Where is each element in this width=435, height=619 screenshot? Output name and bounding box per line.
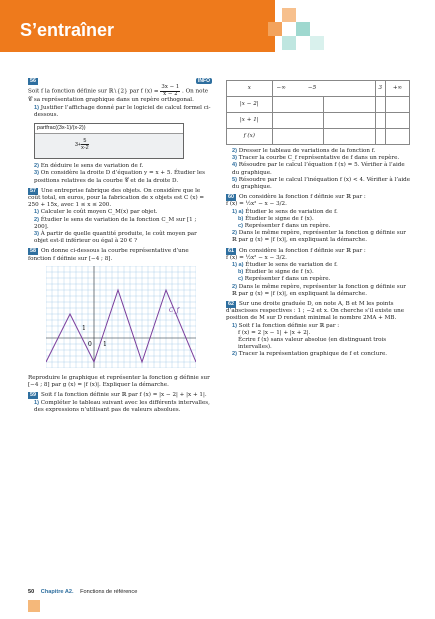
question-2: 2) Dresser le tableau de variations de la fonction f. [232, 148, 376, 154]
question-2: 2) Dans le même repère, représenter la fonction g définie sur ℝ par g (x) = |f (x)|, en expliquant la démarche. [232, 230, 406, 244]
fraction: $\frac{3x - 1}{x - 2}$ [161, 84, 180, 97]
left-column [28, 78, 212, 417]
table-header-row: x −∞ −5 3 +∞ [227, 81, 410, 97]
exercise-number: 62 [228, 301, 234, 308]
question-1b: b) Étudier le signe de f (x). [238, 215, 314, 222]
y-tick-label: 1 [82, 324, 86, 332]
exercise-number: 59 [30, 392, 36, 399]
question-1c: c) Représenter f dans un repère. [238, 276, 331, 283]
question-1: 1) Soit f la fonction définie sur ℝ par : [232, 322, 340, 329]
formula: f (x) = ½x² − x − 3/2. [226, 201, 287, 208]
question-1: 1) Calculer le coût moyen C_M(x) par objet. [34, 209, 158, 216]
question-2: 2) Dans le même repère, représenter la fonction g définie sur ℝ par g (x) = |f (x)|, en expliquant la démarche. [232, 283, 406, 297]
table-row: f (x) [227, 129, 410, 145]
exercise-62: 62 Sur une droite graduée D, on note A, B et M les points d’abscisses respectives : 1 ; −2 et x. On cherche s’il existe une position de M sur D rendant minimal le nombre 2MA + MB. 1) Soit f la fonction définie sur ℝ par : f (x) = 2 |x − 1| + |x + 2|. Écrire f (x) sans valeur absolue (en distinguant trois intervalles). 2) Tracer la représentation graphique de f et conclure. [226, 301, 412, 359]
question-3: 3) Tracer la courbe C_f représentative de f dans un repère. [232, 155, 400, 162]
exercise-61: 61 On considère la fonction f définie sur ℝ par : f (x) = ½x² − x − 3/2. 1) a) Étudier le sens de variation de f. b) Étudier le signe de f (x). c) Représenter f dans un repère. 2) Dans le même repère, représenter la fonction g définie sur ℝ par g (x) = |f (x)|, en expliquant la démarche. [226, 248, 412, 298]
exercise-60: 60 On considère la fonction f définie sur ℝ par : f (x) = ½x² − x − 3/2. 1) a) Étudier le sens de variation de f. b) Étudier le signe de f (x). c) Représenter f dans un repère. 2) Dans le même repère, représenter la fonction g définie sur ℝ par g (x) = |f (x)|, en expliquant la démarche. [226, 194, 412, 244]
question-2: 2) Tracer la représentation graphique de f et conclure. [232, 351, 388, 358]
decorative-squares [268, 0, 435, 58]
page-number: 50 [28, 589, 35, 595]
question-2: 2) En déduire le sens de variation de f. [34, 163, 144, 170]
question-5: 5) Résoudre par le calcul l’inéquation f (x) < 4. Vérifier à l’aide du graphique. [232, 176, 411, 191]
cas-software-box [34, 123, 184, 159]
cas-output: 3+ $\frac{5}{x-2}$ [35, 134, 183, 158]
x-tick-label: 1 [103, 340, 107, 348]
exercise-number: 61 [228, 247, 234, 254]
table-row: |x + 1| [227, 113, 410, 129]
sign-table [226, 80, 410, 145]
right-column [226, 80, 412, 362]
info-badge: INFO [198, 78, 210, 84]
question-1: 1) Compléter le tableau suivant avec les différents intervalles, des expressions n’utilisant pas de valeurs absolues. [34, 399, 210, 413]
cas-input: partfrac((3x-1)/(x-2)) [35, 124, 183, 134]
exercise-outro: Reproduire le graphique et représenter la fonction g définie sur [−4 ; 8] par g (x) = |f (x)|. Expliquer la démarche. [28, 375, 210, 389]
formula: f (x) = ½x² − x − 3/2. [226, 254, 287, 261]
question-1-detail: Écrire f (x) sans valeur absolue (en distinguant trois intervalles). [238, 337, 387, 351]
exercise-number: 60 [228, 194, 234, 201]
question-3: 3) À partir de quelle quantité produite, le coût moyen par objet est-il inférieur ou égal à 20 € ? [34, 231, 197, 245]
exercise-57: 57 Une entreprise fabrique des objets. On considère que le coût total, en euros, pour la fabrication de x objets est C (x) = 250 + 15x, avec 1 ≤ x ≤ 200. 1) Calculer le coût moyen C_M(x) par objet. 2) Étudier le sens de variation de la fonction C_M sur [1 ; 200]. 3) À partir de quelle quantité produite, le coût moyen par objet est-il inférieur ou égal à 20 € ? [28, 188, 212, 246]
chapter-title: Fonctions de référence [80, 589, 138, 595]
page-footer [28, 588, 137, 596]
table-row: |x − 2| [227, 97, 410, 113]
question-4: 4) Résoudre par le calcul l’équation f (x) = 5. Vérifier à l’aide du graphique. [232, 162, 405, 176]
question-1b: b) Étudier le signe de f (x). [238, 269, 314, 276]
exercise-number: 57 [30, 187, 36, 194]
exercise-number: 58 [30, 248, 36, 255]
question-1: 1) Justifier l’affichage donné par le logiciel de calcul formel ci-dessous. [34, 104, 211, 118]
header-banner [0, 0, 275, 52]
formula: f (x) = 2 |x − 1| + |x + 2|. [238, 329, 311, 336]
page-title: S’entraîner [20, 20, 115, 40]
question-1a: 1) a) Étudier le sens de variation de f. [232, 208, 338, 215]
footer-decor [28, 600, 40, 612]
question-1a: 1) a) Étudier le sens de variation de f. [232, 262, 338, 269]
exercise-59: 59 Soit f la fonction définie sur ℝ par f (x) = |x − 2| + |x + 1|. 1) Compléter le tableau suivant avec les différents intervalles, des expressions n’utilisant pas de valeurs absolues. [28, 392, 212, 414]
chapter-label: Chapitre A2. [40, 589, 74, 595]
curve-label: C_f [169, 306, 179, 314]
exercise-56 [28, 78, 212, 185]
origin-label: 0 [88, 340, 92, 348]
question-1c: c) Représenter f dans un repère. [238, 223, 331, 230]
function-graph [46, 266, 196, 368]
exercise-intro: Soit f la fonction définie sur ℝ∖{2} par f (x) = $\frac{3x - 1}{x - 2}$ . On note 𝒞 sa représentation graphique dans un repère orthogonal. [28, 84, 209, 104]
question-3: 3) On considère la droite D d’équation y = x + 5. Étudier les positions relatives de la courbe 𝒞 et de la droite D. [34, 170, 205, 184]
exercise-58: 58 On donne ci-dessous la courbe représentative d’une fonction f définie sur [−4 ; 8]. 1 0 1 C_f Reproduire le graphique et représenter la fonction g définie sur [−4 ; 8] par g (x) = |f (x)|. Expliquer la démarche. [28, 248, 212, 389]
question-2: 2) Étudier le sens de variation de la fonction C_M sur [1 ; 200]. [34, 216, 197, 230]
exercise-number: 56 [30, 78, 36, 84]
